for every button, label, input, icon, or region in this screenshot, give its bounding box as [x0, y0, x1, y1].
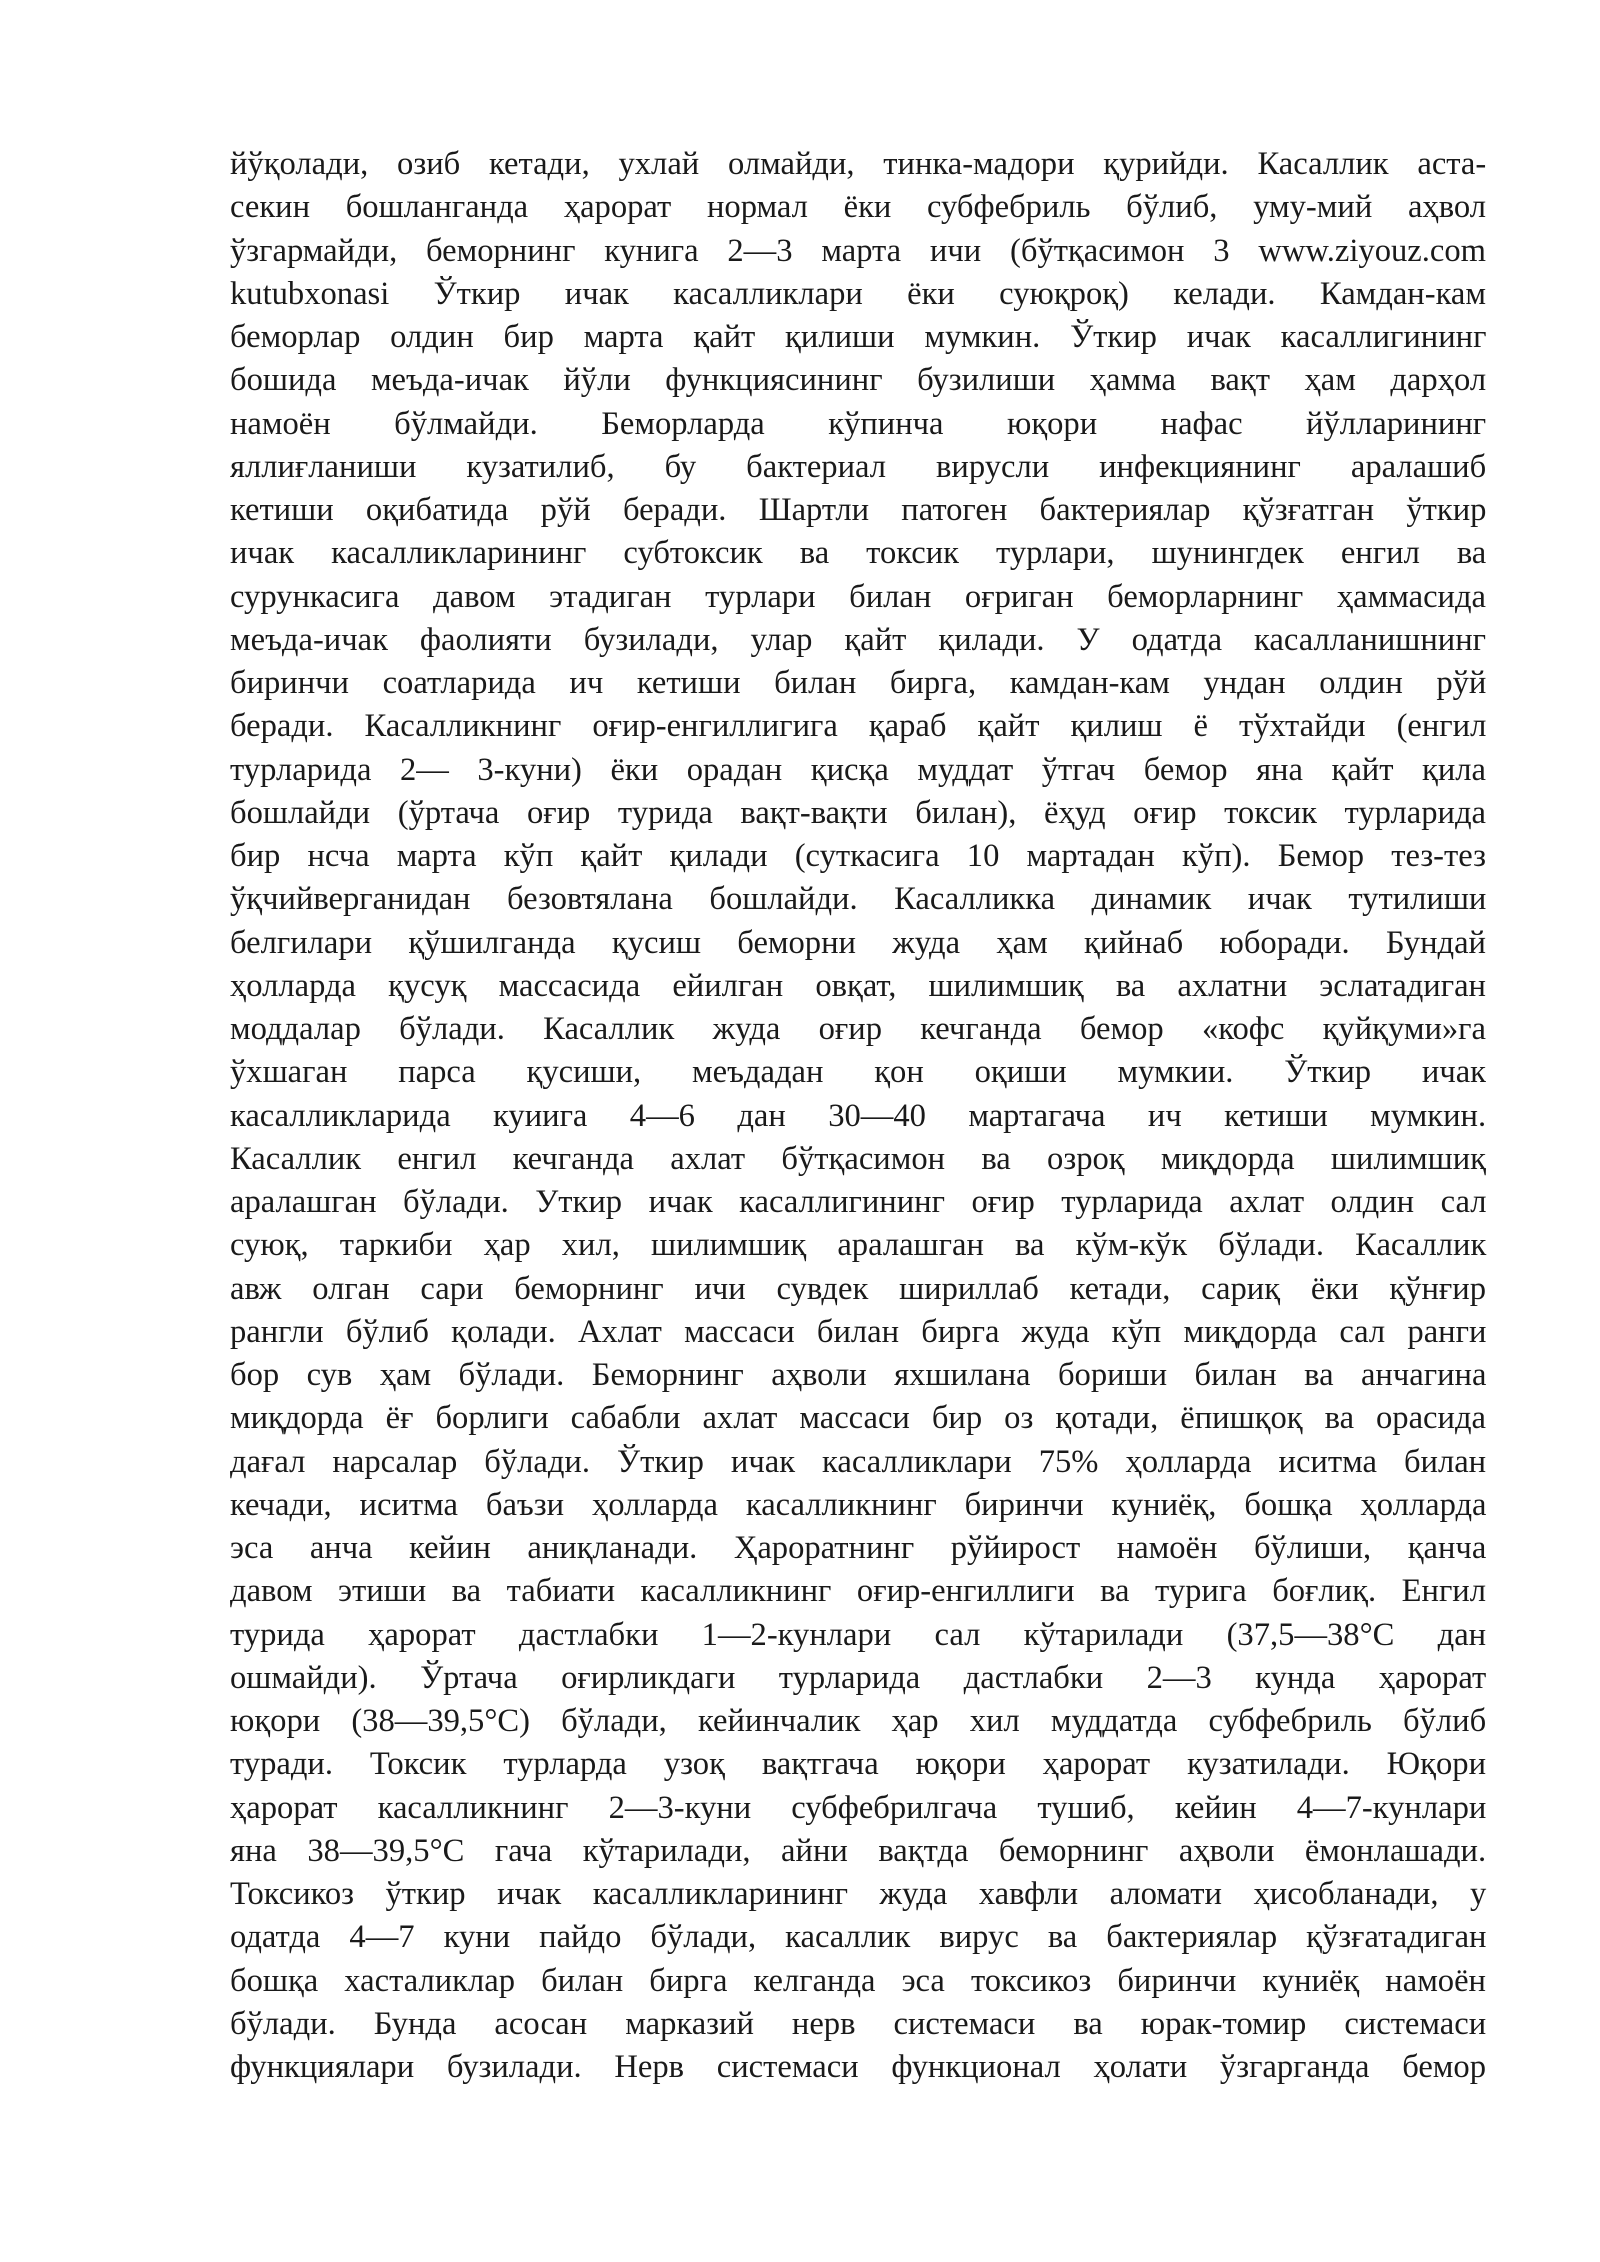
text-line: туради. Токсик турларда узоқ вақтгача юқори ҳарорат кузатилади. Юқори: [230, 1746, 1486, 1783]
text-line: ўқчийверганидан безовтялана бошлайди. Касалликка динамик ичак тутилиши: [230, 881, 1487, 918]
text-line: функциялари бузилади. Нерв системаси функционал ҳолати ўзгарганда бемор: [230, 2049, 1486, 2085]
text-line: сурункасига давом этадиган турлари билан оғриган беморларнинг ҳаммасида: [230, 578, 1486, 615]
text-line: эса анча кейин аниқланади. Ҳароратнинг рўйирост намоён бўлиши, қанча: [230, 1530, 1487, 1566]
text-line: авж олган сари беморнинг ичи сувдек шириллаб кетади, сариқ ёки қўнғир: [230, 1270, 1486, 1307]
text-line: турида ҳарорат дастлабки 1—2-кунлари сал кўтарилади (37,5—38°С дан: [230, 1616, 1487, 1653]
text-line: миқдорда ёғ борлиги сабабли ахлат массаси бир оз қотади, ёпишқоқ ва орасида: [230, 1400, 1486, 1437]
text-line: беморлар олдин бир марта қайт қилиши мумкин. Ўткир ичак касаллигининг: [230, 319, 1487, 355]
text-line: секин бошланганда ҳарорат нормал ёки субфебриль бўлиб, уму-мий аҳвол: [230, 189, 1486, 226]
text-line: Касаллик енгил кечганда ахлат бўтқасимон ва озроқ миқдорда шилимшиқ: [230, 1140, 1486, 1177]
text-line: Токсикоз ўткир ичак касалликларининг жуда хавфли аломати ҳисобланади, у: [230, 1876, 1487, 1912]
text-line: kutubxonasi Ўткир ичак касалликлари ёки суюқроқ) келади. Камдан-кам: [230, 275, 1486, 312]
text-line: моддалар бўлади. Касаллик жуда оғир кечганда бемор «кофс қуйқуми»га: [230, 1011, 1486, 1047]
text-line: бошқа хасталиклар билан бирга келганда эса токсикоз биринчи куниёқ намоён: [230, 1962, 1486, 1999]
text-line: рангли бўлиб қолади. Ахлат массаси билан бирга жуда кўп миқдорда сал ранги: [230, 1313, 1487, 1350]
text-line: меъда-ичак фаолияти бузилади, улар қайт қилади. У одатда касалланишнинг: [230, 621, 1487, 658]
text-line: йўқолади, озиб кетади, ухлай олмайди, тинка-мадори қурийди. Касаллик аста-: [230, 146, 1487, 182]
text-line: бир нсча марта кўп қайт қилади (суткасига 10 мартадан кўп). Бемор тез-тез: [230, 838, 1486, 874]
text-line: юқори (38—39,5°С) бўлади, кейинчалик ҳар хил муддатда субфебриль бўлиб: [230, 1703, 1487, 1739]
text-line: одатда 4—7 куни пайдо бўлади, касаллик вирус ва бактериялар қўзғатадиган: [230, 1919, 1487, 1956]
text-line: яллиғланиши кузатилиб, бу бактериал вирусли инфекциянинг аралашиб: [230, 448, 1487, 485]
body-paragraph: [230, 143, 1486, 2089]
text-line: намоён бўлмайди. Беморларда кўпинча юқори нафас йўлларининг: [230, 405, 1487, 442]
text-line: бошлайди (ўртача оғир турида вақт-вақти билан), ёҳуд оғир токсик турларида: [230, 794, 1486, 831]
text-line: бўлади. Бунда асосан марказий нерв системаси ва юрак-томир системаси: [230, 2005, 1487, 2042]
text-line: дағал нарсалар бўлади. Ўткир ичак касалликлари 75% ҳолларда иситма билан: [230, 1443, 1487, 1480]
text-line: ошмайди). Ўртача оғирликдаги турларида дастлабки 2—3 кунда ҳарорат: [230, 1659, 1487, 1696]
text-line: бошида меъда-ичак йўли функциясининг бузилиши ҳамма вақт ҳам дарҳол: [230, 362, 1487, 399]
text-line: давом этиши ва табиати касалликнинг оғир-енгиллиги ва турига боғлиқ. Енгил: [230, 1573, 1486, 1610]
text-line: бор сув ҳам бўлади. Беморнинг аҳволи яхшилана бориши билан ва анчагина: [230, 1357, 1487, 1393]
text-line: аралашган бўлади. Уткир ичак касаллигининг оғир турларида ахлат олдин сал: [230, 1184, 1487, 1220]
text-line: беради. Касалликнинг оғир-енгиллигига қараб қайт қилиш ё тўхтайди (енгил: [230, 708, 1487, 745]
text-line: белгилари қўшилганда қусиш беморни жуда ҳам қийнаб юборади. Бундай: [230, 924, 1486, 961]
text-line: касалликларида куиига 4—6 дан 30—40 мартагача ич кетиши мумкин.: [230, 1097, 1487, 1134]
text-line: кечади, иситма баъзи ҳолларда касалликнинг биринчи куниёқ, бошқа ҳолларда: [230, 1486, 1487, 1523]
text-line: яна 38—39,5°С гача кўтарилади, айни вақтда беморнинг аҳволи ёмонлашади.: [230, 1832, 1487, 1869]
text-line: кетиши оқибатида рўй беради. Шартли патоген бактериялар қўзғатган ўткир: [230, 492, 1487, 528]
text-line: биринчи соатларида ич кетиши билан бирга, камдан-кам ундан олдин рўй: [230, 665, 1487, 701]
text-line: турларида 2— 3-куни) ёки орадан қисқа муддат ўтгач бемор яна қайт қила: [230, 751, 1486, 788]
text-line: суюқ, таркиби ҳар хил, шилимшиқ аралашган ва кўм-кўк бўлади. Касаллик: [230, 1227, 1487, 1264]
text-line: ичак касалликларининг субтоксик ва токсик турлари, шунингдек енгил ва: [230, 535, 1487, 572]
text-line: ҳолларда қусуқ массасида ейилган овқат, шилимшиқ ва ахлатни эслатадиган: [230, 967, 1486, 1004]
text-line: ўзгармайди, беморнинг кунига 2—3 марта ичи (бўтқасимон 3 www.ziyouz.com: [230, 232, 1486, 269]
text-line: ўхшаган парса қусиши, меъдадан қон оқиши мумкии. Ўткир ичак: [230, 1054, 1486, 1091]
text-line: ҳарорат касалликнинг 2—3-куни субфебрилгача тушиб, кейин 4—7-кунлари: [230, 1789, 1487, 1826]
